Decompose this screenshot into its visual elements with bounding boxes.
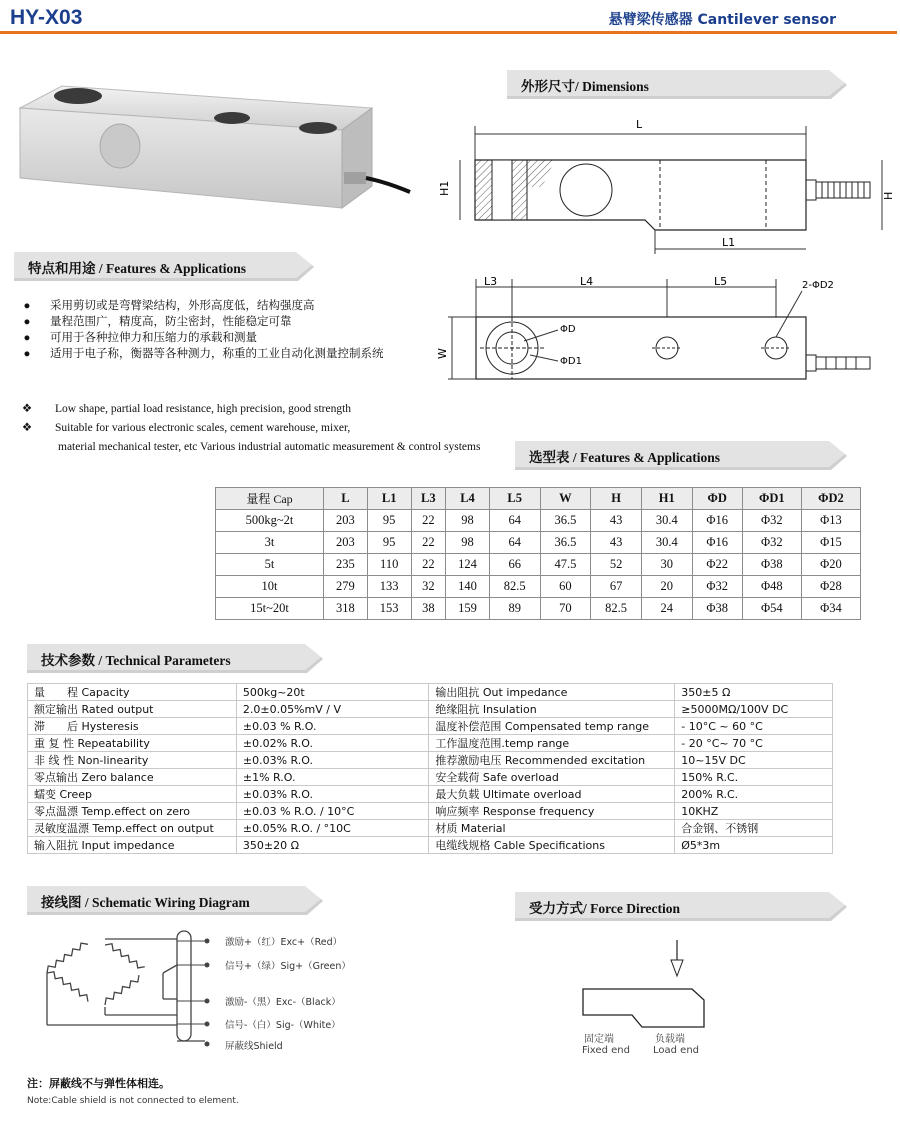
selection-banner: [515, 437, 847, 471]
param-name: 响应频率 Response frequency: [429, 803, 675, 820]
selection-row: [216, 554, 861, 576]
features-banner: [14, 248, 314, 282]
selection-cell: 133: [367, 576, 411, 598]
param-name: 绝缘阻抗 Insulation: [429, 701, 675, 718]
selection-cell: 67: [591, 576, 642, 598]
selection-cell: 500kg~2t: [216, 510, 324, 532]
technical-row: [28, 701, 833, 718]
param-name: 额定输出 Rated output: [28, 701, 237, 718]
technical-banner: [27, 640, 323, 674]
load-end-en: Load end: [653, 1045, 700, 1056]
selection-cell: 318: [324, 598, 368, 620]
technical-row: [28, 769, 833, 786]
selection-cell: 30.4: [641, 510, 692, 532]
param-name: 安全载荷 Safe overload: [429, 769, 675, 786]
features-title: 特点和用途 / Features & Applications: [28, 261, 247, 276]
force-direction-diagram: [580, 936, 715, 1036]
selection-cell: 70: [540, 598, 591, 620]
param-name: 工作温度范围.temp range: [429, 735, 675, 752]
force-title: 受力方式/ Force Direction: [529, 901, 680, 916]
param-value: - 20 °C~ 70 °C: [675, 735, 833, 752]
param-name: 输出阻抗 Out impedance: [429, 684, 675, 701]
technical-title: 技术参数 / Technical Parameters: [41, 653, 231, 668]
param-name: 量 程 Capacity: [28, 684, 237, 701]
technical-row: [28, 718, 833, 735]
selection-cell: 235: [324, 554, 368, 576]
param-name: 蠕变 Creep: [28, 786, 237, 803]
fixed-end-cn: 固定端: [584, 1034, 614, 1045]
product-subtitle: 悬臂梁传感器 Cantilever sensor: [608, 12, 836, 28]
param-name: 输入阻抗 Input impedance: [28, 837, 237, 854]
selection-cell: Φ20: [801, 554, 860, 576]
param-value: 500kg~20t: [236, 684, 429, 701]
selection-cell: 203: [324, 510, 368, 532]
param-value: 200% R.C.: [675, 786, 833, 803]
param-name: 灵敏度温漂 Temp.effect on output: [28, 820, 237, 837]
selection-cell: 43: [591, 510, 642, 532]
selection-cell: 203: [324, 532, 368, 554]
selection-cell: 43: [591, 532, 642, 554]
selection-cell: Φ28: [801, 576, 860, 598]
selection-cell: 82.5: [489, 576, 540, 598]
col-H1: H1: [641, 488, 692, 510]
param-value: 2.0±0.05%mV / V: [236, 701, 429, 718]
selection-cell: 10t: [216, 576, 324, 598]
col-D2: ΦD2: [801, 488, 860, 510]
param-value: ±0.03 % R.O. / 10°C: [236, 803, 429, 820]
note-cn: 注：屏蔽线不与弹性体相连。: [27, 1077, 170, 1090]
dim-L1: L1: [722, 236, 736, 249]
side-view-drawing: [430, 112, 900, 257]
selection-row: [216, 510, 861, 532]
selection-cell: 22: [411, 532, 446, 554]
col-L3: L3: [411, 488, 446, 510]
top-view-drawing: [430, 275, 900, 390]
wire-shield: 屏蔽线Shield: [225, 1041, 283, 1052]
selection-cell: 36.5: [540, 532, 591, 554]
selection-cell: 32: [411, 576, 446, 598]
selection-cell: 3t: [216, 532, 324, 554]
col-L: L: [324, 488, 368, 510]
selection-title: 选型表 / Features & Applications: [529, 450, 721, 465]
selection-cell: Φ13: [801, 510, 860, 532]
dim-L4: L4: [580, 275, 594, 288]
technical-row: [28, 752, 833, 769]
selection-cell: Φ15: [801, 532, 860, 554]
selection-row: [216, 532, 861, 554]
selection-cell: 60: [540, 576, 591, 598]
dim-D2: 2-ΦD2: [802, 280, 834, 291]
dim-L3: L3: [484, 275, 498, 288]
selection-cell: 98: [446, 532, 490, 554]
selection-row: [216, 598, 861, 620]
wire-exc-minus: 激励-（黑）Exc-（Black）: [225, 997, 341, 1008]
technical-row: [28, 786, 833, 803]
col-D1: ΦD1: [742, 488, 801, 510]
dim-D: ΦD: [560, 324, 576, 335]
param-name: 零点输出 Zero balance: [28, 769, 237, 786]
selection-cell: 95: [367, 510, 411, 532]
selection-cell: Φ38: [742, 554, 801, 576]
technical-row: [28, 735, 833, 752]
param-value: ±1% R.O.: [236, 769, 429, 786]
note-en: Note:Cable shield is not connected to element.: [27, 1096, 239, 1106]
selection-cell: Φ38: [692, 598, 742, 620]
selection-header-row: [216, 488, 861, 510]
selection-cell: Φ32: [742, 510, 801, 532]
selection-row: [216, 576, 861, 598]
param-name: 推荐激励电压 Recommended excitation: [429, 752, 675, 769]
selection-cell: 140: [446, 576, 490, 598]
selection-cell: 22: [411, 554, 446, 576]
dim-D1: ΦD1: [560, 356, 582, 367]
col-L4: L4: [446, 488, 490, 510]
header-divider: [0, 31, 897, 34]
param-value: - 10°C ~ 60 °C: [675, 718, 833, 735]
selection-cell: Φ32: [742, 532, 801, 554]
param-value: 350±20 Ω: [236, 837, 429, 854]
technical-row: [28, 837, 833, 854]
param-name: 材质 Material: [429, 820, 675, 837]
param-name: 电缆线规格 Cable Specifications: [429, 837, 675, 854]
selection-cell: 20: [641, 576, 692, 598]
selection-cell: 24: [641, 598, 692, 620]
param-value: ≥5000MΩ/100V DC: [675, 701, 833, 718]
param-value: 350±5 Ω: [675, 684, 833, 701]
selection-cell: 30.4: [641, 532, 692, 554]
param-value: 150% R.C.: [675, 769, 833, 786]
selection-cell: Φ54: [742, 598, 801, 620]
technical-row: [28, 684, 833, 701]
wire-sig-plus: 信号+（绿）Sig+（Green）: [225, 961, 351, 972]
wiring-banner: [27, 882, 323, 916]
selection-cell: 22: [411, 510, 446, 532]
param-name: 温度补偿范围 Compensated temp range: [429, 718, 675, 735]
param-value: 合金钢、不锈钢: [675, 820, 833, 837]
fixed-end-en: Fixed end: [582, 1045, 630, 1056]
product-model: HY-X03: [10, 6, 83, 29]
param-value: ±0.02% R.O.: [236, 735, 429, 752]
selection-cell: 98: [446, 510, 490, 532]
selection-cell: 110: [367, 554, 411, 576]
selection-table: [215, 487, 861, 620]
dim-H: H: [882, 191, 895, 200]
param-value: ±0.03% R.O.: [236, 786, 429, 803]
technical-row: [28, 803, 833, 820]
selection-cell: 153: [367, 598, 411, 620]
selection-cell: 124: [446, 554, 490, 576]
selection-cell: 279: [324, 576, 368, 598]
selection-cell: 66: [489, 554, 540, 576]
col-cap: 量程 Cap: [216, 488, 324, 510]
load-end-cn: 负载端: [655, 1034, 685, 1045]
param-name: 零点温漂 Temp.effect on zero: [28, 803, 237, 820]
wire-sig-minus: 信号-（白）Sig-（White）: [225, 1020, 341, 1031]
param-value: 10~15V DC: [675, 752, 833, 769]
selection-cell: 64: [489, 510, 540, 532]
param-value: ±0.03% R.O.: [236, 752, 429, 769]
col-D: ΦD: [692, 488, 742, 510]
selection-cell: 15t~20t: [216, 598, 324, 620]
selection-cell: 64: [489, 532, 540, 554]
dim-L: L: [636, 118, 643, 131]
selection-cell: 52: [591, 554, 642, 576]
technical-row: [28, 820, 833, 837]
selection-cell: 38: [411, 598, 446, 620]
dimensions-title: 外形尺寸/ Dimensions: [521, 79, 649, 94]
selection-cell: Φ16: [692, 532, 742, 554]
col-L5: L5: [489, 488, 540, 510]
wiring-diagram: [27, 925, 217, 1050]
selection-cell: Φ32: [692, 576, 742, 598]
selection-cell: Φ48: [742, 576, 801, 598]
dimensions-banner: [507, 66, 847, 100]
param-name: 重 复 性 Repeatability: [28, 735, 237, 752]
col-H: H: [591, 488, 642, 510]
selection-cell: 47.5: [540, 554, 591, 576]
wiring-title: 接线图 / Schematic Wiring Diagram: [41, 895, 250, 910]
selection-cell: 159: [446, 598, 490, 620]
param-name: 非 线 性 Non-linearity: [28, 752, 237, 769]
selection-cell: Φ16: [692, 510, 742, 532]
selection-cell: Φ34: [801, 598, 860, 620]
selection-cell: 5t: [216, 554, 324, 576]
technical-table: [27, 683, 833, 854]
param-value: ±0.05% R.O. / °10C: [236, 820, 429, 837]
col-L1: L1: [367, 488, 411, 510]
selection-cell: 36.5: [540, 510, 591, 532]
param-value: 10KHZ: [675, 803, 833, 820]
wire-exc-plus: 激励+（红）Exc+（Red）: [225, 937, 343, 948]
selection-cell: Φ22: [692, 554, 742, 576]
param-value: Ø5*3m: [675, 837, 833, 854]
dim-W: W: [436, 348, 449, 359]
col-W: W: [540, 488, 591, 510]
dim-L5: L5: [714, 275, 728, 288]
dim-H1: H1: [438, 180, 451, 196]
param-name: 滞 后 Hysteresis: [28, 718, 237, 735]
selection-cell: 95: [367, 532, 411, 554]
param-name: 最大负载 Ultimate overload: [429, 786, 675, 803]
selection-cell: 30: [641, 554, 692, 576]
selection-cell: 82.5: [591, 598, 642, 620]
selection-cell: 89: [489, 598, 540, 620]
param-value: ±0.03 % R.O.: [236, 718, 429, 735]
product-photo: [14, 80, 414, 210]
force-banner: [515, 888, 847, 922]
